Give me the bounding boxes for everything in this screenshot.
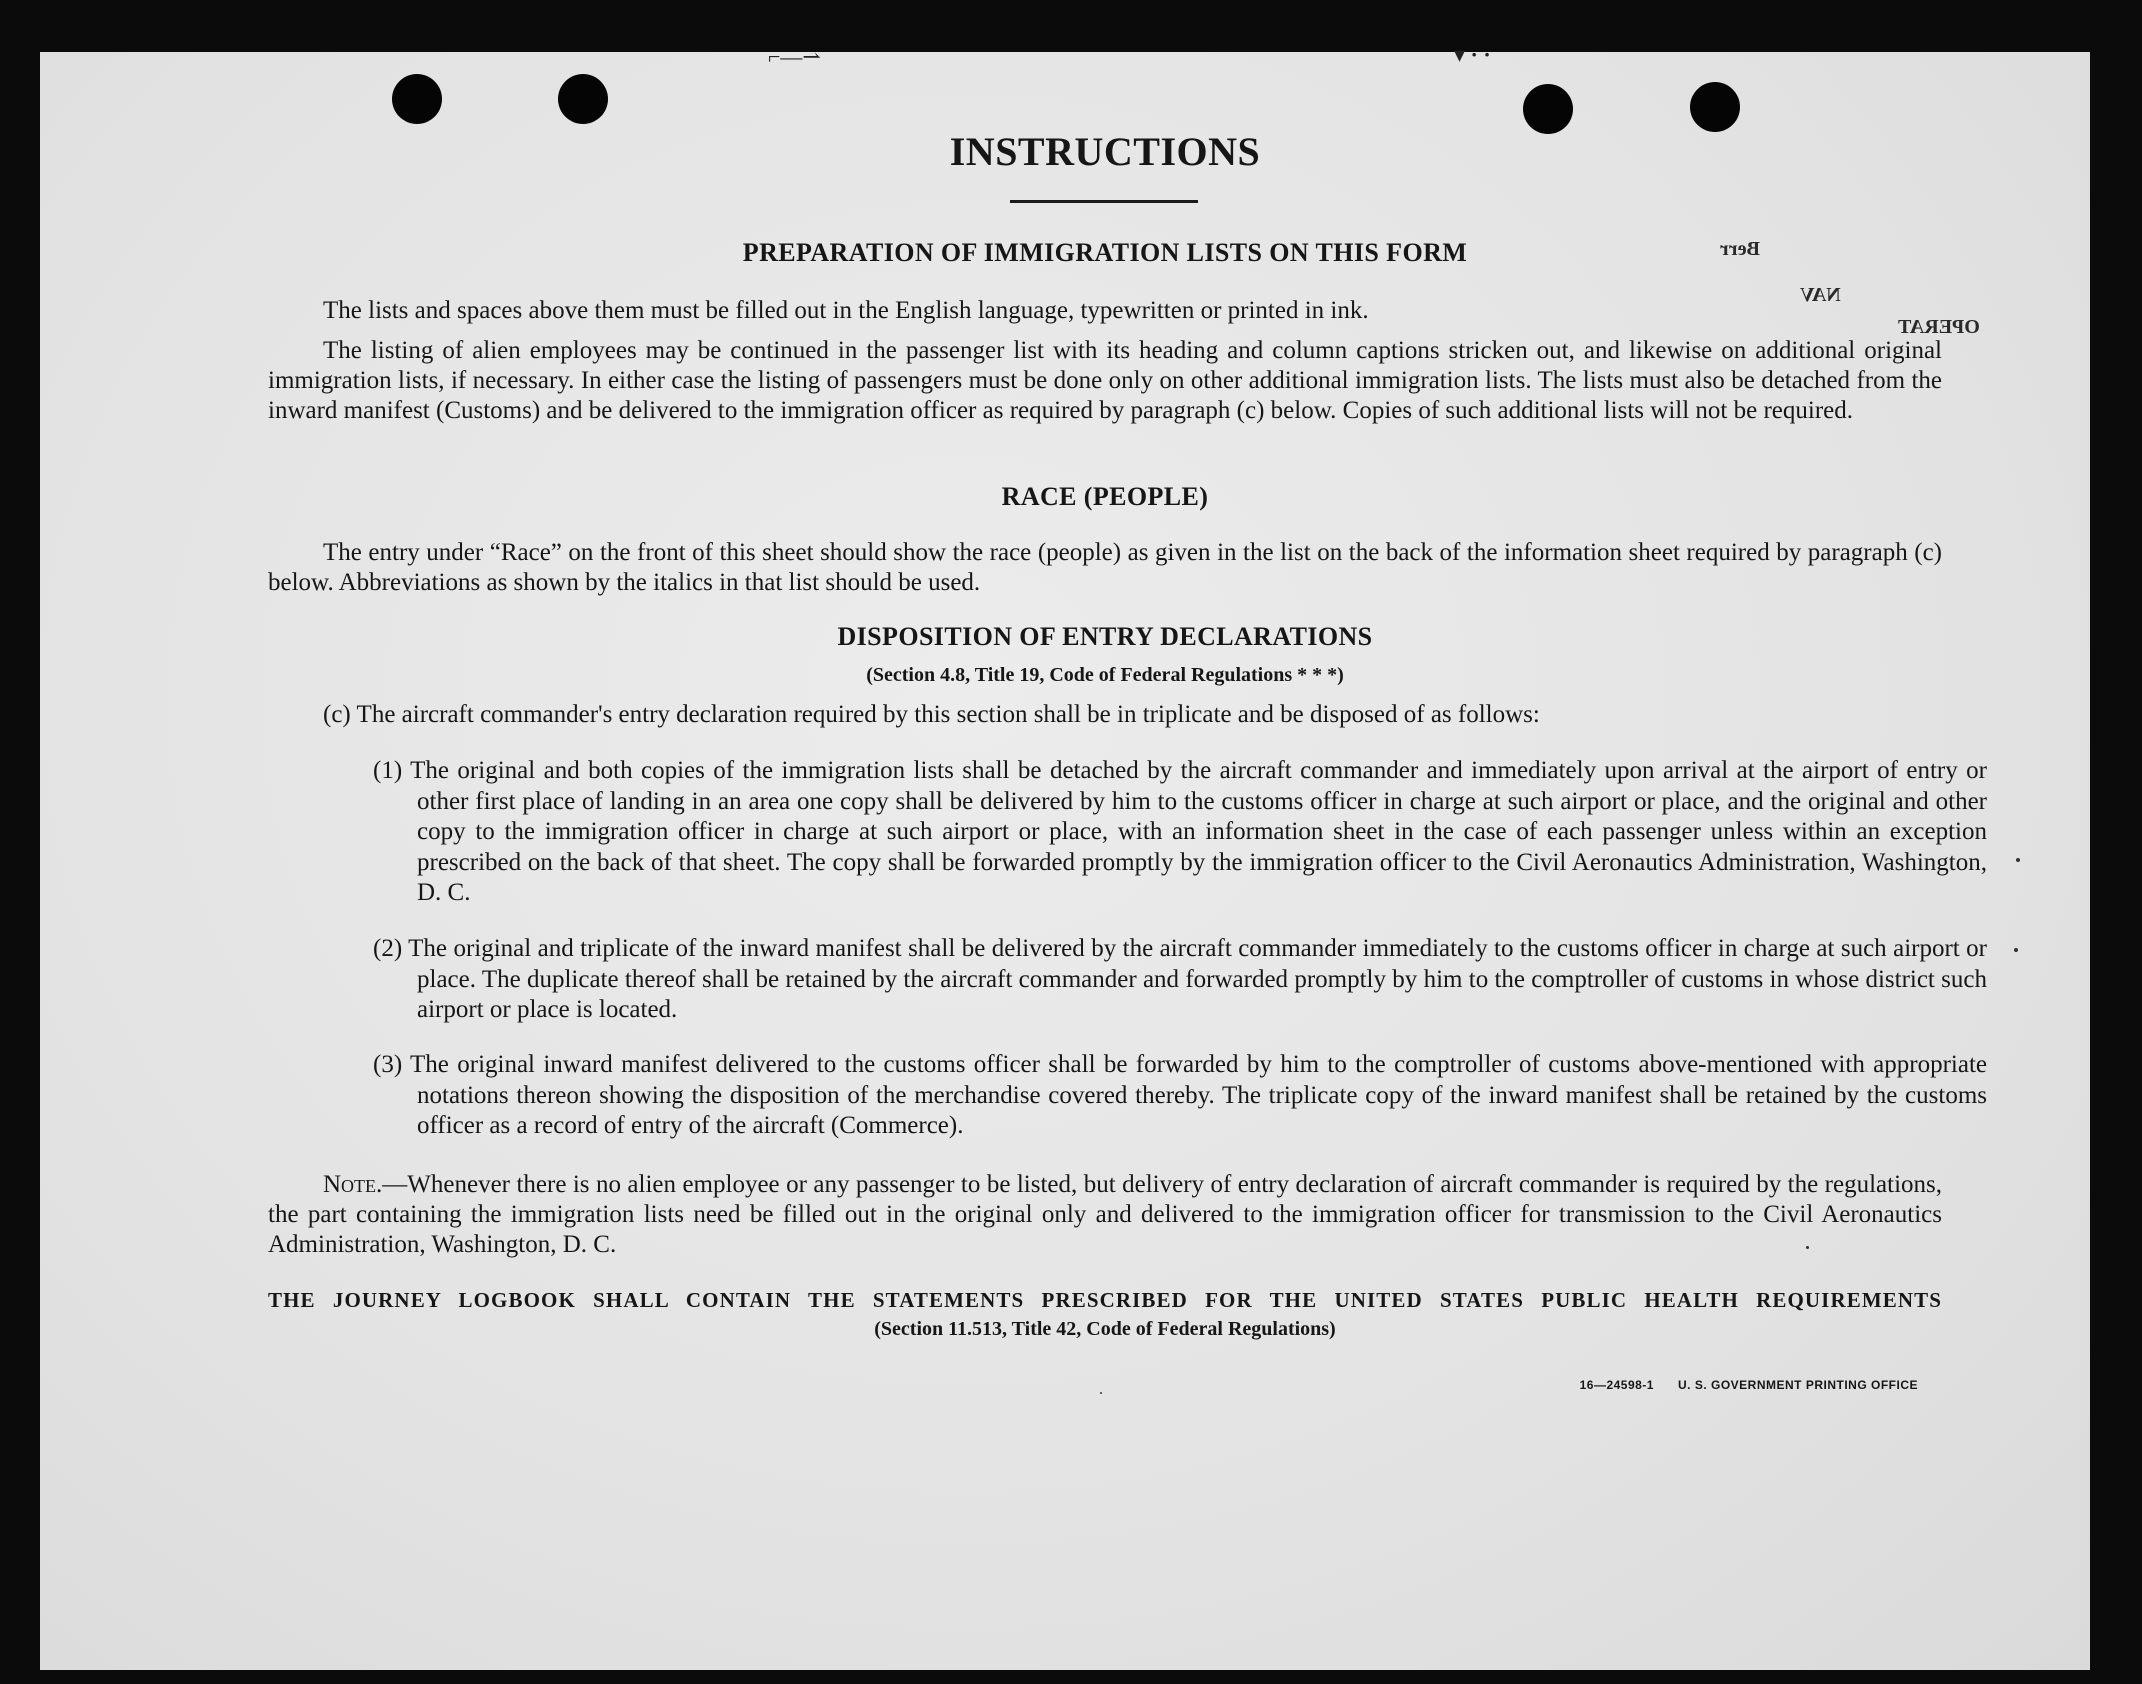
punch-hole [1523, 84, 1573, 134]
section-heading-preparation: PREPARATION OF IMMIGRATION LISTS ON THIS FORM [742, 238, 1468, 267]
punch-hole [392, 74, 442, 124]
paragraph-preparation-1: The lists and spaces above them must be filled out in the English language, typewritten or printed in ink. [323, 297, 1369, 324]
list-item-1: (1) The original and both copies of the immigration lists shall be detached by the aircraft commander and immediately upon arrival at the airport of entry or other first place of landing in an area one copy shall be delivered by him to the customs officer in charge at such airport or place, and the original and other copy to the immigration officer in charge at such airport or place, with an information sheet in the case of each passenger unless within an exception prescribed on the back of that sheet. The copy shall be forwarded promptly by the immigration officer to the Civil Aeronautics Administration, Washington, D. C. [373, 757, 1987, 906]
paragraph-disposition-intro: (c) The aircraft commander's entry declaration required by this section shall be in triplicate and be disposed of as follows: [323, 701, 1540, 728]
paragraph-race: The entry under “Race” on the front of this sheet should show the race (people) as given in the list on the back of the information sheet required by paragraph (c) below. Abbreviations as shown by the italics in that list should be used. [268, 539, 1942, 596]
punch-hole [1690, 82, 1740, 132]
section-heading-disposition: DISPOSITION OF ENTRY DECLARATIONS [837, 622, 1373, 651]
pen-mark: ⌐—⇀ [768, 44, 821, 69]
paragraph-preparation-2: The listing of alien employees may be continued in the passenger list with its heading and column captions stricken out, and likewise on additional original immigration lists, if necessary. In either case the listing of passengers must be done only on other additional immigration lists. The lists must also be detached from the inward manifest (Customs) and be delivered to the immigration officer as required by paragraph (c) below. Copies of such additional lists will not be required. [268, 337, 1942, 424]
title-underline [1010, 200, 1198, 203]
speck [2016, 858, 2020, 862]
citation-disposition: (Section 4.8, Title 19, Code of Federal Regulations * * *) [866, 664, 1344, 686]
note-label: Note. [323, 1171, 383, 1198]
note-paragraph [268, 1170, 1942, 1260]
printer-name: U. S. GOVERNMENT PRINTING OFFICE [1677, 1378, 1918, 1392]
list-item-2: (2) The original and triplicate of the inward manifest shall be delivered by the aircraft commander immediately to the customs officer in charge at such airport or place. The duplicate thereof shall be retained by the aircraft commander and forwarded promptly by him to the comptroller of customs in whose district such airport or place is located. [373, 935, 1987, 1023]
punch-hole [558, 74, 608, 124]
note-text: —Whenever there is no alien employee or any passenger to be listed, but delivery of entry declaration of aircraft commander is required by the regulations, the part containing the immigration lists need be filled out in the original only and delivered to the immigration officer for transmission to the Civil Aeronautics Administration, Washington, D. C. [268, 1171, 1942, 1258]
list-item-3: (3) The original inward manifest delivered to the customs officer shall be forwarded by him to the comptroller of customs above-mentioned with appropriate notations thereon showing the disposition of the merchandise covered thereby. The triplicate copy of the inward manifest shall be retained by the customs officer as a record of entry of the aircraft (Commerce). [373, 1051, 1987, 1139]
document-sheet [40, 42, 2090, 1670]
health-statement: THE JOURNEY LOGBOOK SHALL CONTAIN THE STATEMENTS PRESCRIBED FOR THE UNITED STATES PUBLIC HEALTH REQUIREMENTS [268, 1288, 1942, 1312]
speck [2014, 948, 2018, 952]
bleed-through-text: OPERAT [1898, 316, 1980, 338]
section-heading-race: RACE (PEOPLE) [1001, 482, 1209, 511]
page-title: INSTRUCTIONS [949, 129, 1261, 174]
form-number: 16—24598-1 [1579, 1378, 1654, 1392]
bleed-through-text: Berr [1720, 238, 1760, 260]
citation-health: (Section 11.513, Title 42, Code of Federal Regulations) [874, 1318, 1336, 1340]
speck [1806, 1246, 1809, 1249]
bleed-through-text: NAV [1800, 284, 1841, 306]
speck [1100, 1392, 1102, 1394]
ink-blot: ▾ · · [1454, 42, 1491, 67]
footer-printing-code [1580, 1378, 1918, 1392]
